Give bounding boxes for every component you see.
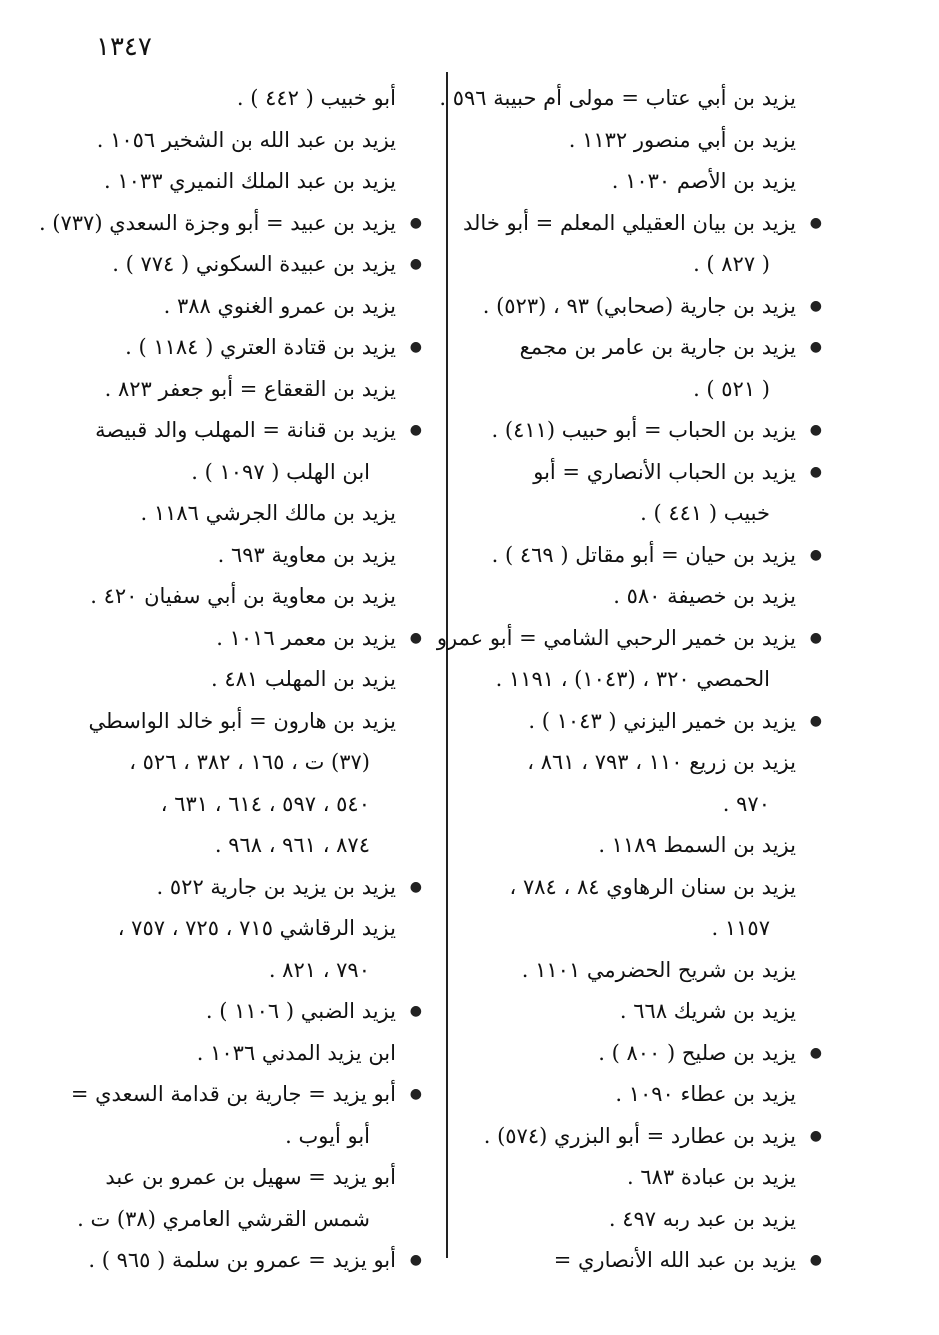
entry-continuation-line: خبيب ( ٤٤١ ) . — [640, 501, 770, 525]
entry-marker-icon: ● — [409, 878, 422, 895]
entry-line: يزيد بن عبد ربه ٤٩٧ . — [608, 1206, 796, 1231]
entry-line: يزيد بن عمرو الغنوي ٣٨٨ . — [163, 293, 396, 318]
entry-line: يزيد الرقاشي ٧١٥ ، ٧٢٥ ، ٧٥٧ ، — [117, 916, 396, 940]
index-entry — [440, 1157, 796, 1199]
index-entry — [44, 1033, 396, 1075]
index-entry — [44, 867, 422, 909]
index-entry — [44, 78, 396, 120]
index-entry — [44, 244, 422, 286]
index-entry — [440, 78, 796, 120]
entry-line: يزيد بن عبد الله بن الشخير ١٠٥٦ . — [96, 127, 396, 152]
index-entry — [44, 908, 396, 991]
entry-line: أبو خبيب ( ٤٤٢ ) . — [236, 86, 396, 110]
entry-marker-icon: ● — [809, 1044, 822, 1061]
entry-line: يزيد بن عبد الملك النميري ١٠٣٣ . — [104, 169, 396, 193]
entry-line: يزيد بن عبيد = أبو وجزة السعدي (٧٣٧) . — [38, 210, 396, 235]
index-entry — [440, 1199, 796, 1241]
entry-line: يزيد بن معمر ١٠١٦ . — [216, 625, 396, 650]
index-entry — [44, 410, 422, 493]
entry-continuation-line: ٩٧٠ . — [722, 791, 770, 816]
entry-line: يزيد بن عبيدة السكوني ( ٧٧٤ ) . — [112, 252, 396, 276]
entry-line: يزيد بن عبادة ٦٨٣ . — [627, 1165, 796, 1189]
entry-line: يزيد بن عطاء ١٠٩٠ . — [615, 1082, 796, 1106]
index-entry — [440, 950, 796, 992]
index-entry — [44, 369, 396, 411]
entry-marker-icon: ● — [409, 256, 422, 272]
entry-continuation-line: ٧٩٠ ، ٨٢١ . — [268, 957, 370, 982]
index-entry — [44, 1074, 422, 1157]
entry-line: يزيد بن خصيفة ٥٨٠ . — [613, 584, 796, 608]
entry-marker-icon: ● — [809, 1252, 822, 1268]
entry-line: يزيد بن مالك الجرشي ١١٨٦ . — [140, 501, 396, 525]
entry-continuation-line: شمس القرشي العامري (٣٨) ت . — [77, 1206, 370, 1231]
entry-marker-icon: ● — [809, 214, 822, 231]
entry-continuation-line: ٨٧٤ ، ٩٦١ ، ٩٦٨ . — [214, 833, 370, 857]
entry-continuation-line: ( ٨٢٧ ) . — [693, 252, 770, 276]
entry-line: يزيد بن جارية بن عامر بن مجمع — [519, 335, 796, 359]
left-column — [38, 78, 422, 1282]
index-entry — [44, 1240, 422, 1282]
entry-line: يزيد بن بيان العقيلي المعلم = أبو خالد — [463, 210, 796, 235]
entry-continuation-line: الحمصي ٣٢٠ ، (١٠٤٣) ، ١١٩١ . — [495, 667, 770, 691]
entry-line: أبو يزيد = سهيل بن عمرو بن عبد — [105, 1165, 396, 1189]
index-entry — [440, 1074, 796, 1116]
entry-marker-icon: ● — [809, 297, 822, 314]
entry-line: يزيد بن حيان = أبو مقاتل ( ٤٦٩ ) . — [491, 542, 796, 567]
entry-line: يزيد بن خمير اليزني ( ١٠٤٣ ) . — [528, 708, 796, 733]
entry-marker-icon: ● — [809, 463, 822, 480]
entry-continuation-line: ( ٥٢١ ) . — [693, 376, 770, 401]
index-entry — [440, 120, 796, 162]
entry-line: يزيد بن سنان الرهاوي ٨٤ ، ٧٨٤ ، — [509, 874, 796, 899]
index-entry — [440, 161, 796, 203]
index-entry — [440, 742, 796, 825]
entry-marker-icon: ● — [809, 712, 822, 729]
entry-continuation-line: ١١٥٧ . — [711, 916, 770, 940]
right-column — [436, 78, 822, 1282]
index-entry — [440, 701, 822, 743]
entry-line: أبو يزيد = جارية بن قدامة السعدي = — [70, 1082, 396, 1106]
entry-line: يزيد بن يزيد بن جارية ٥٢٢ . — [156, 874, 396, 899]
index-entry — [440, 1240, 822, 1282]
entry-line: يزيد الضبي ( ١١٠٦ ) . — [205, 999, 396, 1023]
index-entry — [440, 535, 822, 577]
index-entry — [440, 1033, 822, 1075]
index-entry — [440, 203, 822, 286]
index-entry — [440, 991, 796, 1033]
entry-line: يزيد بن القعقاع = أبو جعفر ٨٢٣ . — [104, 376, 396, 401]
index-entry — [440, 452, 822, 535]
entry-line: يزيد بن عطارد = أبو البزري (٥٧٤) . — [483, 1123, 796, 1148]
index-entry — [440, 1116, 822, 1158]
entry-continuation-line: (٣٧) ت ، ١٦٥ ، ٣٨٢ ، ٥٢٦ ، — [129, 750, 370, 774]
index-entry — [440, 576, 796, 618]
entry-line: يزيد بن زريع ١١٠ ، ٧٩٣ ، ٨٦١ ، — [527, 750, 796, 774]
entry-continuation-line: ابن الهلب ( ١٠٩٧ ) . — [191, 459, 370, 484]
index-entry — [44, 659, 396, 701]
entry-marker-icon: ● — [409, 1086, 422, 1102]
index-entry — [44, 161, 396, 203]
index-entry — [440, 286, 822, 328]
entry-line: ابن يزيد المدني ١٠٣٦ . — [196, 1040, 396, 1065]
entry-line: يزيد بن أبي عتاب = مولى أم حبيبة ٥٩٦ . — [439, 86, 796, 110]
entry-marker-icon: ● — [409, 339, 422, 355]
entry-line: يزيد بن معاوية ٦٩٣ . — [217, 542, 396, 567]
entry-line: أبو يزيد = عمرو بن سلمة ( ٩٦٥ ) . — [88, 1248, 396, 1272]
index-entry — [44, 535, 396, 577]
entry-line: يزيد بن الحباب = أبو حبيب (٤١١) . — [491, 418, 796, 442]
entry-line: يزيد بن الأصم ١٠٣٠ . — [611, 169, 796, 193]
entry-line: يزيد بن عبد الله الأنصاري = — [553, 1248, 796, 1272]
index-entry — [440, 327, 822, 410]
entry-line: يزيد بن المهلب ٤٨١ . — [211, 667, 396, 691]
entry-marker-icon: ● — [809, 629, 822, 646]
entry-continuation-line: ٥٤٠ ، ٥٩٧ ، ٦١٤ ، ٦٣١ ، — [160, 791, 370, 816]
index-entry — [44, 701, 396, 867]
entry-continuation-line: أبو أيوب . — [285, 1123, 370, 1148]
index-entry — [44, 286, 396, 328]
index-entry — [44, 120, 396, 162]
entry-marker-icon: ● — [409, 1003, 422, 1019]
index-entry — [440, 825, 796, 867]
entry-line: يزيد بن جارية (صحابي) ٩٣ ، (٥٢٣) . — [482, 293, 796, 318]
entry-line: يزيد بن قنانة = المهلب والد قبيصة — [95, 418, 396, 442]
index-entry — [436, 618, 822, 701]
index-entry — [44, 327, 422, 369]
entry-marker-icon: ● — [409, 214, 422, 231]
entry-line: يزيد بن الحباب الأنصاري = أبو — [533, 459, 796, 484]
entry-line: يزيد بن قتادة العتري ( ١١٨٤ ) . — [125, 335, 396, 359]
entry-line: يزيد بن صليح ( ٨٠٠ ) . — [598, 1040, 796, 1065]
entry-line: يزيد بن هارون = أبو خالد الواسطي — [88, 708, 396, 733]
index-entry — [44, 493, 396, 535]
entry-marker-icon: ● — [809, 1127, 822, 1144]
index-entry — [440, 867, 796, 950]
index-entry — [44, 991, 422, 1033]
index-entry — [38, 203, 422, 245]
entry-line: يزيد بن السمط ١١٨٩ . — [598, 833, 796, 857]
entry-marker-icon: ● — [409, 1252, 422, 1268]
entry-marker-icon: ● — [409, 422, 422, 438]
index-entry — [44, 618, 422, 660]
entry-line: يزيد بن خمير الرحبي الشامي = أبو عمرو — [436, 625, 796, 650]
entry-line: يزيد بن شريح الحضرمي ١١٠١ . — [521, 957, 796, 982]
entry-line: يزيد بن معاوية بن أبي سفيان ٤٢٠ . — [90, 584, 396, 608]
index-entry — [44, 1157, 396, 1240]
entry-marker-icon: ● — [809, 422, 822, 438]
index-entry — [440, 410, 822, 452]
entry-marker-icon: ● — [409, 629, 422, 646]
entry-line: يزيد بن شريك ٦٦٨ . — [619, 999, 796, 1023]
entry-marker-icon: ● — [809, 339, 822, 355]
page-number: ١٣٤٧ — [96, 32, 152, 62]
index-entry — [44, 576, 396, 618]
entry-line: يزيد بن أبي منصور ١١٣٢ . — [568, 127, 796, 152]
entry-marker-icon: ● — [809, 546, 822, 563]
